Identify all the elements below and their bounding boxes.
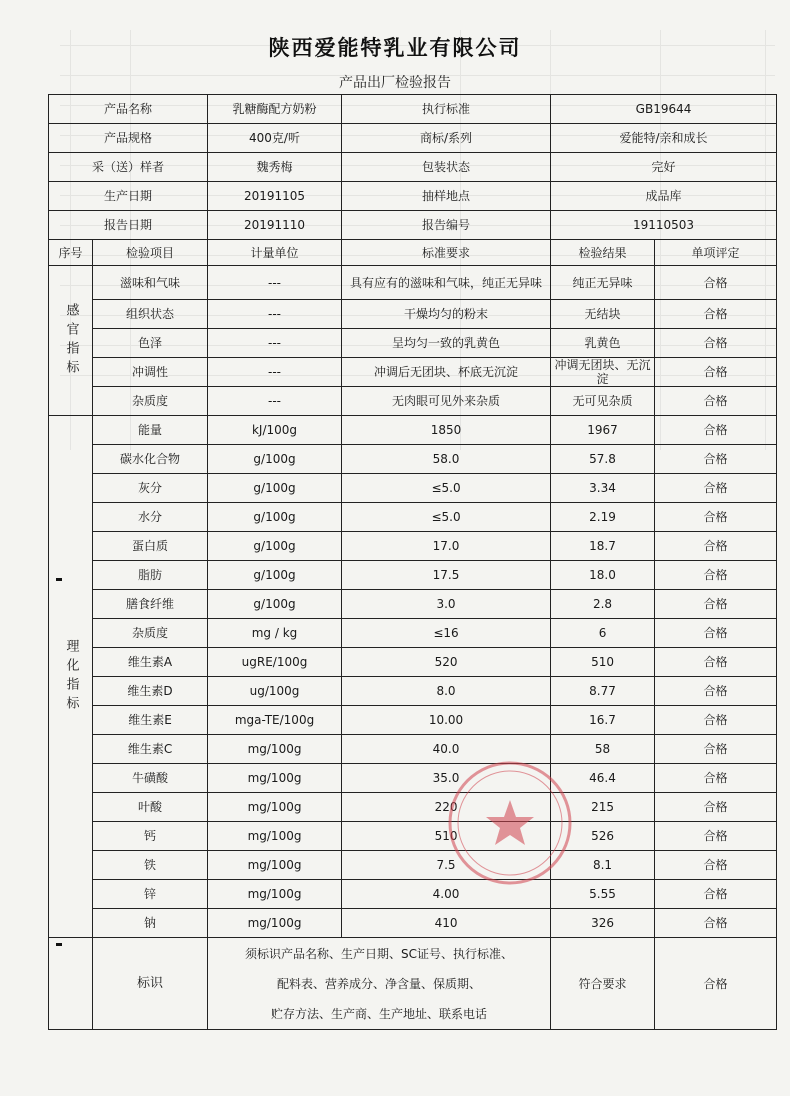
cell-item: 组织状态 bbox=[93, 300, 208, 329]
info-label: 生产日期 bbox=[49, 182, 208, 211]
inspection-report-table bbox=[48, 94, 777, 1030]
info-label: 包装状态 bbox=[342, 153, 551, 182]
cell-unit: mga-TE/100g bbox=[208, 706, 342, 735]
table-row bbox=[49, 648, 777, 677]
cell-requirement: 4.00 bbox=[342, 880, 551, 909]
cell-unit: mg/100g bbox=[208, 880, 342, 909]
cell-requirement: 58.0 bbox=[342, 445, 551, 474]
cell-item: 钙 bbox=[93, 822, 208, 851]
scan-mark bbox=[56, 578, 62, 581]
cell-verdict: 合格 bbox=[655, 387, 777, 416]
cell-item: 杂质度 bbox=[93, 387, 208, 416]
info-label: 报告日期 bbox=[49, 211, 208, 240]
cell-result: 无可见杂质 bbox=[551, 387, 655, 416]
scan-mark bbox=[56, 943, 62, 946]
table-row bbox=[49, 619, 777, 648]
cell-item: 牛磺酸 bbox=[93, 764, 208, 793]
cell-requirement: 17.0 bbox=[342, 532, 551, 561]
cell-verdict: 合格 bbox=[655, 474, 777, 503]
cell-requirement: ≤5.0 bbox=[342, 503, 551, 532]
cell-verdict: 合格 bbox=[655, 793, 777, 822]
table-row bbox=[49, 909, 777, 938]
cell-result: 2.19 bbox=[551, 503, 655, 532]
info-row bbox=[49, 182, 777, 211]
group-label-sensory: 感官指标 bbox=[49, 266, 93, 416]
cell-result: 215 bbox=[551, 793, 655, 822]
cell-item: 碳水化合物 bbox=[93, 445, 208, 474]
cell-requirement: 410 bbox=[342, 909, 551, 938]
cell-verdict: 合格 bbox=[655, 938, 777, 1030]
cell-unit: g/100g bbox=[208, 532, 342, 561]
cell-requirement: 8.0 bbox=[342, 677, 551, 706]
cell-unit: mg/100g bbox=[208, 764, 342, 793]
info-label: 产品名称 bbox=[49, 95, 208, 124]
table-row bbox=[49, 793, 777, 822]
cell-result: 18.7 bbox=[551, 532, 655, 561]
cell-requirement: ≤16 bbox=[342, 619, 551, 648]
cell-requirement: 7.5 bbox=[342, 851, 551, 880]
table-row bbox=[49, 358, 777, 387]
col-header-result: 检验结果 bbox=[551, 240, 655, 266]
cell-unit: mg/100g bbox=[208, 735, 342, 764]
cell-verdict: 合格 bbox=[655, 416, 777, 445]
cell-unit: mg/100g bbox=[208, 793, 342, 822]
info-value: 乳糖酶配方奶粉 bbox=[208, 95, 342, 124]
cell-item: 膳食纤维 bbox=[93, 590, 208, 619]
cell-unit: kJ/100g bbox=[208, 416, 342, 445]
cell-result: 2.8 bbox=[551, 590, 655, 619]
table-row bbox=[49, 706, 777, 735]
info-value: GB19644 bbox=[551, 95, 777, 124]
cell-verdict: 合格 bbox=[655, 266, 777, 300]
cell-result: 无结块 bbox=[551, 300, 655, 329]
cell-result: 16.7 bbox=[551, 706, 655, 735]
info-label: 执行标准 bbox=[342, 95, 551, 124]
cell-result: 符合要求 bbox=[551, 938, 655, 1030]
table-row bbox=[49, 764, 777, 793]
cell-result: 8.1 bbox=[551, 851, 655, 880]
cell-verdict: 合格 bbox=[655, 880, 777, 909]
cell-unit: g/100g bbox=[208, 445, 342, 474]
cell-requirement: 520 bbox=[342, 648, 551, 677]
info-value: 20191110 bbox=[208, 211, 342, 240]
cell-result: 纯正无异味 bbox=[551, 266, 655, 300]
cell-unit: --- bbox=[208, 266, 342, 300]
table-row bbox=[49, 590, 777, 619]
info-value: 19110503 bbox=[551, 211, 777, 240]
cell-requirement: 17.5 bbox=[342, 561, 551, 590]
table-row bbox=[49, 387, 777, 416]
cell-result: 1967 bbox=[551, 416, 655, 445]
col-header-seq: 序号 bbox=[49, 240, 93, 266]
cell-result: 乳黄色 bbox=[551, 329, 655, 358]
cell-item: 维生素E bbox=[93, 706, 208, 735]
cell-requirement: 1850 bbox=[342, 416, 551, 445]
cell-verdict: 合格 bbox=[655, 300, 777, 329]
cell-requirement: 510 bbox=[342, 822, 551, 851]
cell-verdict: 合格 bbox=[655, 590, 777, 619]
table-row bbox=[49, 822, 777, 851]
cell-item: 铁 bbox=[93, 851, 208, 880]
cell-verdict: 合格 bbox=[655, 329, 777, 358]
cell-item: 灰分 bbox=[93, 474, 208, 503]
info-row bbox=[49, 211, 777, 240]
cell-item: 滋味和气味 bbox=[93, 266, 208, 300]
cell-unit: ugRE/100g bbox=[208, 648, 342, 677]
requirement-line: 贮存方法、生产商、生产地址、联系电话 bbox=[271, 1006, 488, 1021]
info-label: 商标/系列 bbox=[342, 124, 551, 153]
cell-unit: --- bbox=[208, 387, 342, 416]
cell-requirement: 220 bbox=[342, 793, 551, 822]
table-row bbox=[49, 851, 777, 880]
cell-verdict: 合格 bbox=[655, 358, 777, 387]
info-row bbox=[49, 124, 777, 153]
table-row bbox=[49, 880, 777, 909]
info-value: 魏秀梅 bbox=[208, 153, 342, 182]
table-row bbox=[49, 561, 777, 590]
cell-verdict: 合格 bbox=[655, 735, 777, 764]
cell-item: 锌 bbox=[93, 880, 208, 909]
info-value: 成品库 bbox=[551, 182, 777, 211]
cell-requirement: 冲调后无团块、杯底无沉淀 bbox=[342, 358, 551, 387]
cell-verdict: 合格 bbox=[655, 677, 777, 706]
table-row bbox=[49, 474, 777, 503]
cell-unit: g/100g bbox=[208, 561, 342, 590]
cell-requirement: 3.0 bbox=[342, 590, 551, 619]
table-row bbox=[49, 445, 777, 474]
cell-item: 蛋白质 bbox=[93, 532, 208, 561]
table-row bbox=[49, 329, 777, 358]
cell-unit: --- bbox=[208, 329, 342, 358]
cell-verdict: 合格 bbox=[655, 764, 777, 793]
info-row bbox=[49, 153, 777, 182]
info-value: 完好 bbox=[551, 153, 777, 182]
table-row bbox=[49, 532, 777, 561]
cell-result: 冲调无团块、无沉淀 bbox=[551, 358, 655, 387]
cell-item: 杂质度 bbox=[93, 619, 208, 648]
cell-item: 维生素C bbox=[93, 735, 208, 764]
cell-unit: g/100g bbox=[208, 503, 342, 532]
cell-verdict: 合格 bbox=[655, 561, 777, 590]
cell-verdict: 合格 bbox=[655, 648, 777, 677]
col-header-requirement: 标准要求 bbox=[342, 240, 551, 266]
cell-item: 脂肪 bbox=[93, 561, 208, 590]
cell-unit: g/100g bbox=[208, 474, 342, 503]
cell-item: 色泽 bbox=[93, 329, 208, 358]
cell-requirement: 40.0 bbox=[342, 735, 551, 764]
cell-verdict: 合格 bbox=[655, 822, 777, 851]
cell-requirement: 10.00 bbox=[342, 706, 551, 735]
cell-unit: ug/100g bbox=[208, 677, 342, 706]
company-title: 陕西爱能特乳业有限公司 bbox=[268, 36, 522, 60]
cell-unit: g/100g bbox=[208, 590, 342, 619]
info-row bbox=[49, 95, 777, 124]
group-label-physchem: 理化指标 bbox=[49, 416, 93, 938]
cell-result: 6 bbox=[551, 619, 655, 648]
col-header-unit: 计量单位 bbox=[208, 240, 342, 266]
cell-verdict: 合格 bbox=[655, 909, 777, 938]
cell-verdict: 合格 bbox=[655, 503, 777, 532]
cell-item: 冲调性 bbox=[93, 358, 208, 387]
info-value: 400克/听 bbox=[208, 124, 342, 153]
cell-unit: --- bbox=[208, 358, 342, 387]
cell-item: 水分 bbox=[93, 503, 208, 532]
cell-verdict: 合格 bbox=[655, 532, 777, 561]
cell-result: 18.0 bbox=[551, 561, 655, 590]
info-label: 采（送）样者 bbox=[49, 153, 208, 182]
report-title: 产品出厂检验报告 bbox=[339, 75, 451, 91]
cell-result: 8.77 bbox=[551, 677, 655, 706]
cell-item: 标识 bbox=[93, 938, 208, 1030]
info-value: 20191105 bbox=[208, 182, 342, 211]
cell-verdict: 合格 bbox=[655, 851, 777, 880]
table-row bbox=[49, 300, 777, 329]
cell-item: 能量 bbox=[93, 416, 208, 445]
requirement-line: 须标识产品名称、生产日期、SC证号、执行标准、 bbox=[245, 946, 514, 961]
cell-unit: --- bbox=[208, 300, 342, 329]
table-row bbox=[49, 677, 777, 706]
cell-requirement: 干燥均匀的粉末 bbox=[342, 300, 551, 329]
cell-unit: mg/100g bbox=[208, 851, 342, 880]
info-label: 抽样地点 bbox=[342, 182, 551, 211]
cell-item: 叶酸 bbox=[93, 793, 208, 822]
cell-unit: mg/100g bbox=[208, 822, 342, 851]
table-row-labeling bbox=[49, 938, 777, 1030]
cell-result: 526 bbox=[551, 822, 655, 851]
cell-item: 维生素A bbox=[93, 648, 208, 677]
cell-unit: mg / kg bbox=[208, 619, 342, 648]
table-row bbox=[49, 735, 777, 764]
table-row bbox=[49, 503, 777, 532]
cell-result: 5.55 bbox=[551, 880, 655, 909]
info-label: 报告编号 bbox=[342, 211, 551, 240]
cell-verdict: 合格 bbox=[655, 619, 777, 648]
column-header-row bbox=[49, 240, 777, 266]
col-header-verdict: 单项评定 bbox=[655, 240, 777, 266]
cell-result: 326 bbox=[551, 909, 655, 938]
cell-requirement: 具有应有的滋味和气味，纯正无异味 bbox=[342, 266, 551, 300]
cell-requirement: ≤5.0 bbox=[342, 474, 551, 503]
table-row bbox=[49, 416, 777, 445]
cell-result: 58 bbox=[551, 735, 655, 764]
cell-item: 维生素D bbox=[93, 677, 208, 706]
cell-seq-empty bbox=[49, 938, 93, 1030]
col-header-item: 检验项目 bbox=[93, 240, 208, 266]
cell-unit: mg/100g bbox=[208, 909, 342, 938]
cell-requirement: 无肉眼可见外来杂质 bbox=[342, 387, 551, 416]
cell-verdict: 合格 bbox=[655, 706, 777, 735]
cell-requirement: 35.0 bbox=[342, 764, 551, 793]
cell-result: 510 bbox=[551, 648, 655, 677]
info-label: 产品规格 bbox=[49, 124, 208, 153]
requirement-line: 配料表、营养成分、净含量、保质期、 bbox=[277, 976, 482, 991]
cell-result: 46.4 bbox=[551, 764, 655, 793]
table-row bbox=[49, 266, 777, 300]
cell-requirement bbox=[208, 938, 551, 1030]
cell-result: 3.34 bbox=[551, 474, 655, 503]
cell-verdict: 合格 bbox=[655, 445, 777, 474]
cell-result: 57.8 bbox=[551, 445, 655, 474]
cell-requirement: 呈均匀一致的乳黄色 bbox=[342, 329, 551, 358]
info-value: 爱能特/亲和成长 bbox=[551, 124, 777, 153]
cell-item: 钠 bbox=[93, 909, 208, 938]
